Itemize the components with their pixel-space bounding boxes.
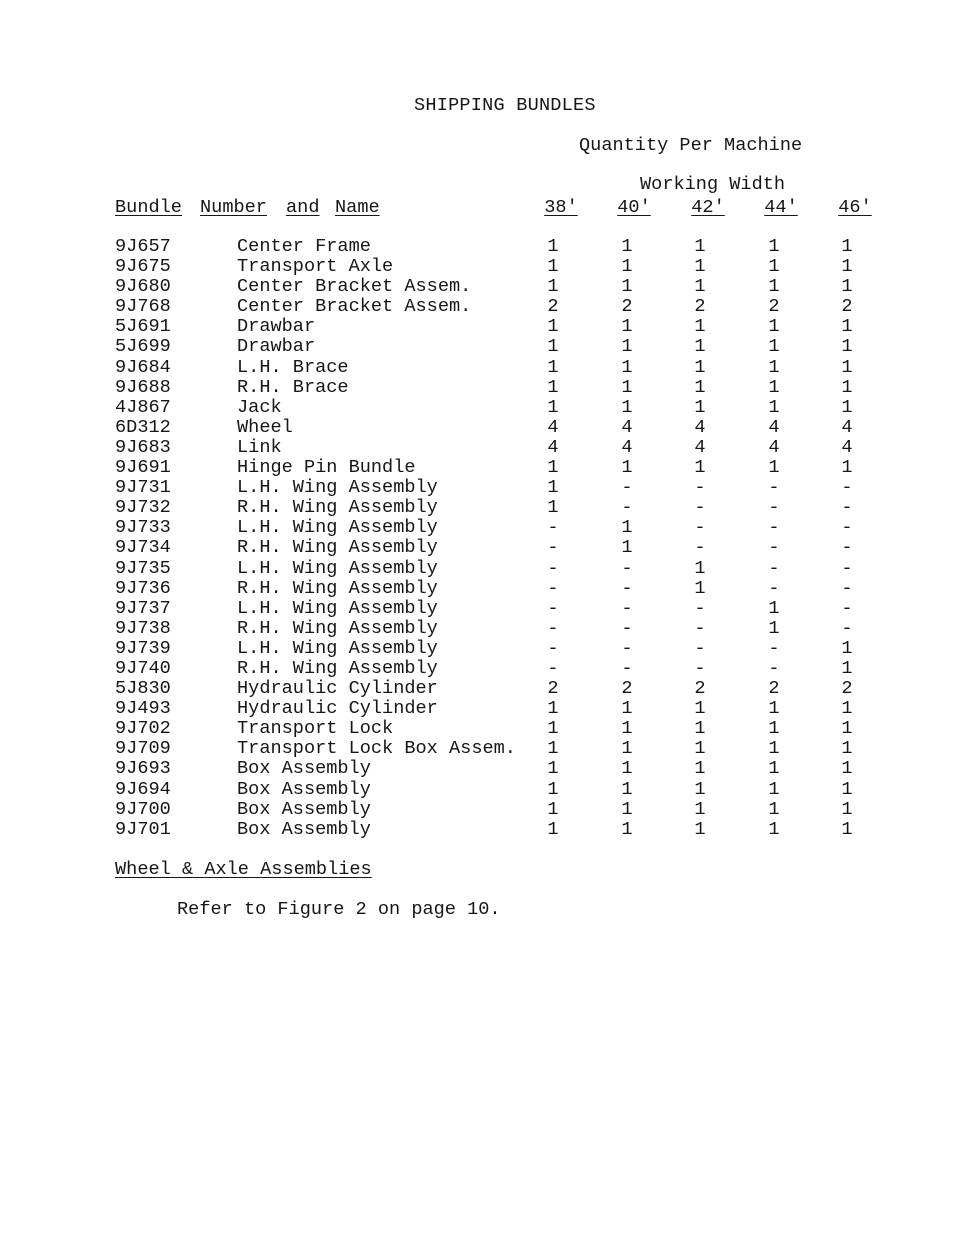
header-name: Name (335, 197, 380, 218)
bundle-name: Transport Lock Box Assem. (237, 738, 516, 760)
table-row (0, 820, 954, 840)
quantity-cell: 1 (547, 497, 559, 519)
quantity-cell: - (547, 537, 559, 559)
quantity-cell: 1 (841, 457, 853, 479)
quantity-cell: 1 (694, 236, 706, 257)
quantity-cell: 1 (694, 738, 706, 760)
quantity-cell: - (694, 497, 706, 519)
table-row (0, 378, 954, 398)
page-title: SHIPPING BUNDLES (414, 95, 596, 116)
table-row (0, 398, 954, 418)
quantity-cell: 1 (694, 718, 706, 740)
quantity-cell: - (621, 597, 633, 619)
quantity-cell: - (768, 497, 780, 519)
quantity-cell: 4 (621, 436, 633, 458)
bundle-name: R.H. Wing Assembly (237, 657, 438, 679)
quantity-cell: - (841, 537, 853, 559)
quantity-cell: - (547, 517, 559, 539)
table-row (0, 317, 954, 337)
quantity-cell: 1 (547, 396, 559, 418)
quantity-cell: 1 (841, 778, 853, 800)
quantity-cell: 1 (768, 818, 780, 840)
quantity-cell: 1 (841, 637, 853, 659)
bundle-table (0, 237, 954, 840)
quantity-cell: - (841, 477, 853, 499)
quantity-cell: 1 (768, 396, 780, 418)
quantity-cell: 4 (768, 416, 780, 438)
bundle-number: 9J733 (115, 517, 171, 539)
quantity-cell: 1 (621, 316, 633, 338)
quantity-cell: 1 (768, 597, 780, 619)
quantity-cell: 1 (694, 316, 706, 338)
bundle-number: 4J867 (115, 396, 171, 418)
quantity-cell: - (621, 577, 633, 599)
table-row (0, 297, 954, 317)
quantity-cell: 1 (841, 738, 853, 760)
quantity-cell: 1 (547, 477, 559, 499)
table-row (0, 277, 954, 297)
quantity-cell: 1 (621, 738, 633, 760)
quantity-cell: 1 (547, 256, 559, 278)
bundle-name: L.H. Wing Assembly (237, 477, 438, 499)
quantity-cell: 2 (694, 678, 706, 700)
bundle-name: Box Assembly (237, 778, 371, 800)
figure-reference-note: Refer to Figure 2 on page 10. (177, 899, 501, 920)
quantity-cell: - (547, 557, 559, 579)
quantity-cell: 1 (547, 316, 559, 338)
header-bundle: Bundle (115, 197, 182, 218)
table-row (0, 719, 954, 739)
quantity-cell: 1 (694, 557, 706, 579)
width-header-40: 40' (617, 197, 651, 218)
bundle-number: 9J688 (115, 376, 171, 398)
quantity-cell: 1 (841, 657, 853, 679)
width-header-44: 44' (764, 197, 798, 218)
bundle-number: 9J493 (115, 698, 171, 720)
bundle-number: 9J737 (115, 597, 171, 619)
quantity-cell: 1 (768, 758, 780, 780)
wheel-axle-heading (115, 860, 372, 880)
bundle-name: L.H. Brace (237, 356, 349, 378)
bundle-number: 9J684 (115, 356, 171, 378)
quantity-cell: 1 (841, 758, 853, 780)
bundle-name: R.H. Wing Assembly (237, 537, 438, 559)
bundle-number: 9J739 (115, 637, 171, 659)
quantity-cell: 4 (841, 416, 853, 438)
quantity-cell: 1 (547, 758, 559, 780)
quantity-cell: 1 (621, 778, 633, 800)
bundle-name: Hydraulic Cylinder (237, 698, 438, 720)
quantity-cell: 1 (841, 356, 853, 378)
quantity-cell: 4 (841, 436, 853, 458)
quantity-cell: 1 (694, 698, 706, 720)
quantity-cell: 1 (547, 336, 559, 358)
table-row (0, 358, 954, 378)
table-row (0, 579, 954, 599)
quantity-cell: 1 (547, 798, 559, 820)
bundle-name: R.H. Wing Assembly (237, 577, 438, 599)
quantity-cell: 1 (768, 718, 780, 740)
quantity-cell: - (768, 477, 780, 499)
quantity-cell: 1 (694, 577, 706, 599)
bundle-number: 9J694 (115, 778, 171, 800)
quantity-cell: 1 (768, 778, 780, 800)
wheel-axle-heading-word: Axle (204, 859, 249, 880)
quantity-cell: 1 (621, 376, 633, 398)
table-row (0, 639, 954, 659)
bundle-name: Box Assembly (237, 818, 371, 840)
bundle-number: 9J768 (115, 296, 171, 318)
quantity-cell: 1 (694, 758, 706, 780)
table-row (0, 619, 954, 639)
bundle-number: 9J680 (115, 276, 171, 298)
quantity-cell: 1 (547, 698, 559, 720)
table-row (0, 699, 954, 719)
quantity-cell: - (547, 637, 559, 659)
bundle-name: R.H. Wing Assembly (237, 497, 438, 519)
quantity-cell: 1 (841, 718, 853, 740)
quantity-cell: - (841, 597, 853, 619)
bundle-name: L.H. Wing Assembly (237, 597, 438, 619)
quantity-cell: - (547, 577, 559, 599)
quantity-cell: 1 (768, 316, 780, 338)
bundle-number: 5J699 (115, 336, 171, 358)
quantity-cell: 1 (547, 738, 559, 760)
quantity-cell: - (694, 637, 706, 659)
table-row (0, 257, 954, 277)
quantity-cell: 1 (694, 376, 706, 398)
quantity-cell: 2 (841, 296, 853, 318)
quantity-cell: 1 (841, 396, 853, 418)
quantity-cell: 2 (547, 296, 559, 318)
quantity-cell: 1 (841, 316, 853, 338)
bundle-number: 9J701 (115, 818, 171, 840)
quantity-cell: 2 (768, 296, 780, 318)
quantity-cell: 1 (694, 256, 706, 278)
quantity-cell: 1 (621, 798, 633, 820)
header-number: Number (200, 197, 267, 218)
quantity-cell: 1 (841, 376, 853, 398)
wheel-axle-heading-word: Wheel (115, 859, 171, 880)
quantity-cell: 1 (621, 336, 633, 358)
bundle-number: 9J702 (115, 718, 171, 740)
quantity-cell: - (768, 557, 780, 579)
quantity-cell: 1 (841, 818, 853, 840)
quantity-cell: 1 (768, 356, 780, 378)
bundle-name: Box Assembly (237, 758, 371, 780)
bundle-name: Hinge Pin Bundle (237, 457, 416, 479)
bundle-name: Jack (237, 396, 282, 418)
bundle-name: Box Assembly (237, 798, 371, 820)
quantity-cell: 2 (694, 296, 706, 318)
quantity-cell: 2 (768, 678, 780, 700)
wheel-axle-heading-word: Assemblies (260, 859, 372, 880)
quantity-cell: 1 (547, 457, 559, 479)
quantity-cell: 1 (621, 276, 633, 298)
wheel-axle-heading-word: & (181, 859, 194, 880)
bundle-name: L.H. Wing Assembly (237, 637, 438, 659)
quantity-cell: 1 (694, 457, 706, 479)
table-row (0, 438, 954, 458)
quantity-cell: - (621, 637, 633, 659)
bundle-number: 5J830 (115, 678, 171, 700)
bundle-number: 9J675 (115, 256, 171, 278)
quantity-cell: - (547, 657, 559, 679)
quantity-cell: 1 (694, 818, 706, 840)
quantity-cell: - (621, 497, 633, 519)
table-row (0, 659, 954, 679)
quantity-cell: - (621, 657, 633, 679)
bundle-number: 9J732 (115, 497, 171, 519)
quantity-cell: - (768, 537, 780, 559)
quantity-cell: - (768, 637, 780, 659)
bundle-number: 6D312 (115, 416, 171, 438)
bundle-number: 9J736 (115, 577, 171, 599)
bundle-number: 9J691 (115, 457, 171, 479)
bundle-name: Drawbar (237, 336, 316, 358)
header-and: and (286, 197, 320, 218)
quantity-cell: 1 (841, 798, 853, 820)
quantity-cell: 1 (694, 396, 706, 418)
quantity-cell: 1 (768, 236, 780, 257)
bundle-number: 9J734 (115, 537, 171, 559)
quantity-cell: 4 (547, 436, 559, 458)
quantity-cell: 1 (621, 457, 633, 479)
bundle-name: Transport Axle (237, 256, 394, 278)
bundle-number: 9J738 (115, 617, 171, 639)
quantity-cell: 1 (547, 236, 559, 257)
quantity-cell: 1 (768, 276, 780, 298)
working-width-heading: Working Width (640, 174, 786, 195)
bundle-name: R.H. Wing Assembly (237, 617, 438, 639)
bundle-name: Hydraulic Cylinder (237, 678, 438, 700)
quantity-cell: 1 (694, 276, 706, 298)
quantity-cell: - (621, 557, 633, 579)
bundle-name: Transport Lock (237, 718, 394, 740)
quantity-cell: 1 (621, 537, 633, 559)
quantity-per-machine-heading: Quantity Per Machine (579, 135, 803, 156)
bundle-name: Center Frame (237, 236, 371, 257)
quantity-cell: 1 (694, 798, 706, 820)
quantity-cell: - (694, 597, 706, 619)
quantity-cell: 1 (547, 718, 559, 740)
table-row (0, 679, 954, 699)
quantity-cell: 1 (547, 778, 559, 800)
quantity-cell: 1 (694, 778, 706, 800)
quantity-cell: - (768, 577, 780, 599)
quantity-cell: - (841, 617, 853, 639)
quantity-cell: 4 (694, 436, 706, 458)
bundle-name: Center Bracket Assem. (237, 276, 472, 298)
quantity-cell: 1 (621, 758, 633, 780)
quantity-cell: - (547, 617, 559, 639)
quantity-cell: 1 (694, 336, 706, 358)
quantity-cell: - (547, 597, 559, 619)
bundle-number: 9J731 (115, 477, 171, 499)
width-header-38: 38' (544, 197, 578, 218)
bundle-number: 9J709 (115, 738, 171, 760)
width-header-42: 42' (691, 197, 725, 218)
quantity-cell: 1 (841, 276, 853, 298)
quantity-cell: 1 (768, 798, 780, 820)
quantity-cell: 1 (768, 376, 780, 398)
bundle-name: Wheel (237, 416, 293, 438)
quantity-cell: 2 (841, 678, 853, 700)
quantity-cell: 1 (621, 256, 633, 278)
quantity-cell: 1 (621, 236, 633, 257)
bundle-name: Drawbar (237, 316, 316, 338)
quantity-cell: 4 (694, 416, 706, 438)
table-row (0, 800, 954, 820)
table-row (0, 418, 954, 438)
quantity-cell: 2 (621, 678, 633, 700)
table-row (0, 759, 954, 779)
quantity-cell: 1 (768, 457, 780, 479)
bundle-number: 9J735 (115, 557, 171, 579)
quantity-cell: - (621, 617, 633, 639)
table-row (0, 739, 954, 759)
table-row (0, 478, 954, 498)
width-header-46: 46' (838, 197, 872, 218)
bundle-name: L.H. Wing Assembly (237, 517, 438, 539)
bundle-number: 5J691 (115, 316, 171, 338)
quantity-cell: - (694, 657, 706, 679)
quantity-cell: - (841, 557, 853, 579)
table-row (0, 337, 954, 357)
quantity-cell: 4 (768, 436, 780, 458)
quantity-cell: 1 (841, 698, 853, 720)
quantity-cell: - (694, 517, 706, 539)
quantity-cell: 4 (621, 416, 633, 438)
quantity-cell: - (694, 537, 706, 559)
bundle-number: 9J700 (115, 798, 171, 820)
quantity-cell: 1 (621, 356, 633, 378)
table-row (0, 458, 954, 478)
quantity-cell: 1 (547, 818, 559, 840)
quantity-cell: 1 (768, 698, 780, 720)
quantity-cell: 1 (841, 236, 853, 257)
quantity-cell: 1 (621, 517, 633, 539)
quantity-cell: 2 (621, 296, 633, 318)
quantity-cell: 1 (768, 738, 780, 760)
quantity-cell: 1 (547, 376, 559, 398)
quantity-cell: - (694, 477, 706, 499)
quantity-cell: 1 (841, 336, 853, 358)
quantity-cell: 1 (547, 276, 559, 298)
quantity-cell: - (841, 517, 853, 539)
quantity-cell: 2 (547, 678, 559, 700)
table-row (0, 518, 954, 538)
table-row (0, 599, 954, 619)
quantity-cell: 1 (547, 356, 559, 378)
quantity-cell: 1 (694, 356, 706, 378)
table-row (0, 780, 954, 800)
quantity-cell: - (768, 517, 780, 539)
bundle-name: Link (237, 436, 282, 458)
quantity-cell: 1 (768, 256, 780, 278)
quantity-cell: - (768, 657, 780, 679)
quantity-cell: - (694, 617, 706, 639)
table-row (0, 538, 954, 558)
bundle-name: R.H. Brace (237, 376, 349, 398)
bundle-name: Center Bracket Assem. (237, 296, 472, 318)
bundle-number: 9J693 (115, 758, 171, 780)
quantity-cell: - (841, 577, 853, 599)
bundle-name: L.H. Wing Assembly (237, 557, 438, 579)
quantity-cell: 1 (768, 336, 780, 358)
quantity-cell: 1 (621, 718, 633, 740)
quantity-cell: 1 (621, 396, 633, 418)
quantity-cell: 1 (841, 256, 853, 278)
quantity-cell: 1 (621, 698, 633, 720)
bundle-number: 9J657 (115, 236, 171, 257)
quantity-cell: - (621, 477, 633, 499)
table-row (0, 498, 954, 518)
table-row (0, 237, 954, 257)
bundle-number: 9J740 (115, 657, 171, 679)
bundle-number: 9J683 (115, 436, 171, 458)
quantity-cell: - (841, 497, 853, 519)
quantity-cell: 1 (621, 818, 633, 840)
table-row (0, 559, 954, 579)
quantity-cell: 4 (547, 416, 559, 438)
quantity-cell: 1 (768, 617, 780, 639)
